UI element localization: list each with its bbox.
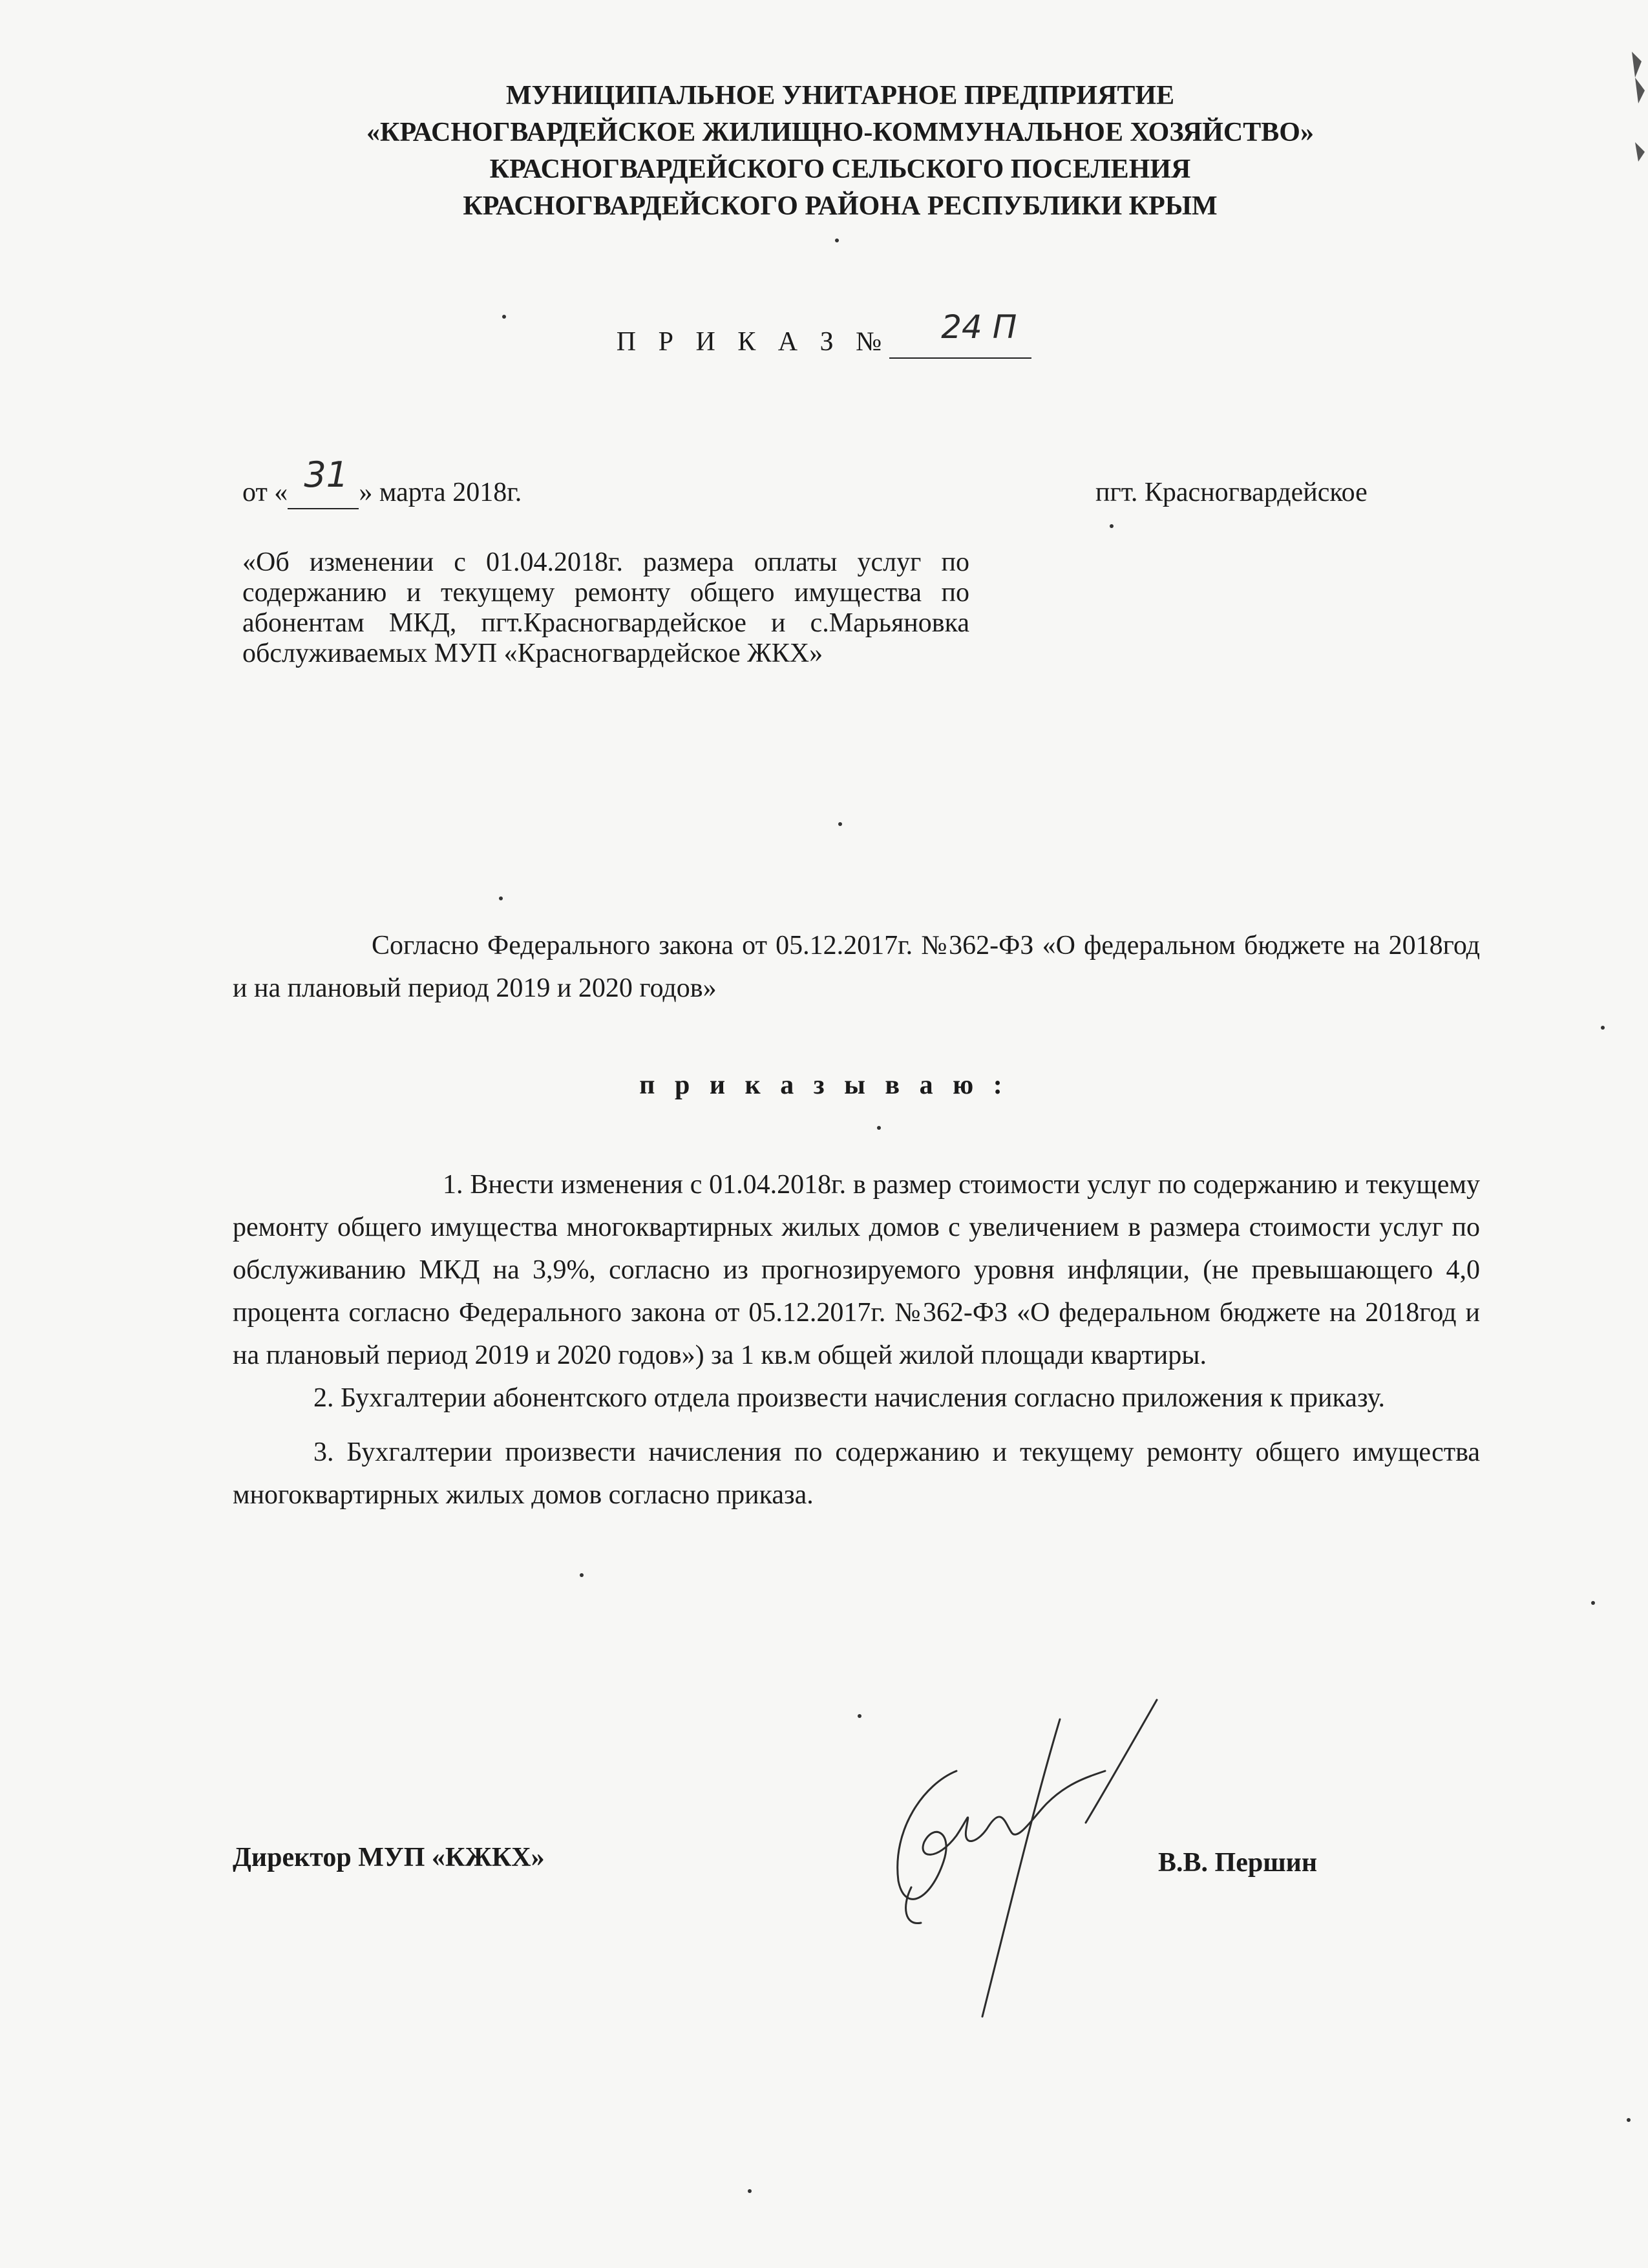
- order-number-field: [889, 308, 1031, 359]
- orders-heading: п р и к а з ы в а ю :: [639, 1070, 1009, 1100]
- order-item-1: 1. Внести изменения с 01.04.2018г. в размер стоимости услуг по содержанию и текущему ремонту общего имущества многоквартирных жилых домов с увеличением в размера стоимости услуг по обслуживанию МКД на 3,9%, согласно из прогнозируемого уровня инфляции, (не превышающего 4,0 процента согласно Федерального закона от 05.12.2017г. №362-ФЗ «О федеральном бюджете на 2018год и на плановый период 2019 и 2020 годов») за 1 кв.м общей жилой площади квартиры.: [233, 1170, 1480, 1370]
- order-item-2: 2. Бухгалтерии абонентского отдела произвести начисления согласно приложения к приказу.: [313, 1383, 1385, 1413]
- date-day-field: [288, 454, 359, 509]
- order-items: [233, 1163, 1480, 1516]
- signer-name: В.В. Першин: [1158, 1848, 1318, 1878]
- director-title: Директор МУП «КЖКХ»: [233, 1843, 545, 1872]
- order-place: пгт. Красногвардейское: [1095, 478, 1368, 507]
- organization-header: [194, 78, 1486, 225]
- order-subject: «Об изменении с 01.04.2018г. размера оплаты услуг по содержанию и текущему ремонту общего имущества по абонентам МКД, пгт.Красногвардейское и с.Марьяновка обслуживаемых МУП «Красногвардейское ЖКХ»: [242, 547, 969, 668]
- order-title-label: П Р И К А З №: [616, 327, 890, 357]
- order-title: [0, 308, 1648, 359]
- header-line-2: «КРАСНОГВАРДЕЙСКОЕ ЖИЛИЩНО-КОММУНАЛЬНОЕ ХОЗЯЙСТВО»: [366, 118, 1314, 147]
- order-number-handwritten: 24 П: [941, 308, 1017, 346]
- header-line-3: КРАСНОГВАРДЕЙСКОГО СЕЛЬСКОГО ПОСЕЛЕНИЯ: [489, 154, 1191, 184]
- header-line-1: МУНИЦИПАЛЬНОЕ УНИТАРНОЕ ПРЕДПРИЯТИЕ: [505, 81, 1175, 111]
- date-day-handwritten: 31: [304, 454, 349, 495]
- date-prefix: от «: [242, 478, 288, 507]
- header-line-4: КРАСНОГВАРДЕЙСКОГО РАЙОНА РЕСПУБЛИКИ КРЫМ: [463, 191, 1218, 221]
- order-preamble: Согласно Федерального закона от 05.12.2017г. №362-ФЗ «О федеральном бюджете на 2018год и на плановый период 2019 и 2020 годов»: [233, 931, 1480, 1003]
- order-item-3: 3. Бухгалтерии произвести начисления по содержанию и текущему ремонту общего имущества многоквартирных жилых домов согласно приказа.: [233, 1437, 1480, 1510]
- order-date: [242, 454, 522, 509]
- date-suffix: » марта 2018г.: [359, 478, 522, 507]
